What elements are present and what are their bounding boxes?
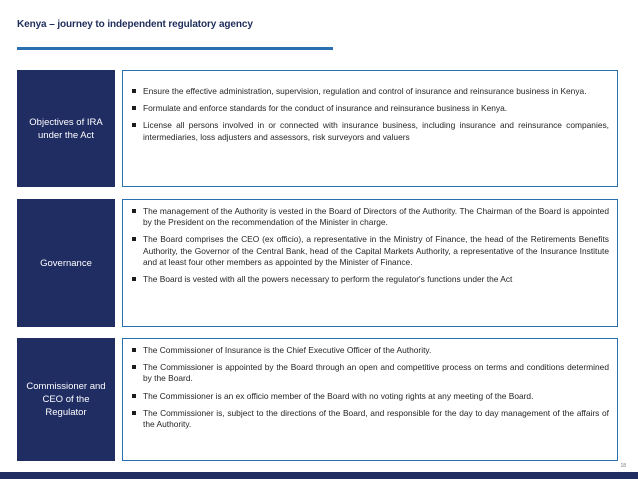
section-label-text: Commissioner and CEO of the Regulator [26,381,106,418]
bullet-icon [132,348,136,352]
page-number: 18 [620,463,626,469]
bullet-icon [132,365,136,369]
list-item: The Board is vested with all the powers necessary to perform the regulator's functions under the Act [131,274,609,285]
section-label-text: Governance [40,257,92,269]
footer-bar [0,472,638,479]
bullet-icon [132,106,136,110]
list-item: The Commissioner is, subject to the directions of the Board, and responsible for the day to day management of the affairs of the Authority. [131,408,609,430]
list-item: Ensure the effective administration, supervision, regulation and control of insurance and reinsurance business in Kenya. [131,86,609,97]
list-item: The Commissioner is appointed by the Board through an open and competitive process on terms and conditions determined by the Board. [131,362,609,384]
bullet-list [131,86,609,143]
section-content-governance [122,199,618,327]
list-item: The management of the Authority is vested in the Board of Directors of the Authority. The Chairman of the Board is appointed by the President on the recommendation of the Minister in charge. [131,206,609,228]
bullet-icon [132,411,136,415]
bullet-icon [132,237,136,241]
section-content-commissioner [122,338,618,461]
section-label-text: Objectives of IRA under the Act [29,116,103,141]
list-item: Formulate and enforce standards for the conduct of insurance and reinsurance business in Kenya. [131,103,609,114]
bullet-icon [132,394,136,398]
bullet-icon [132,277,136,281]
list-item: License all persons involved in or connected with insurance business, including insurance and reinsurance companies, intermediaries, loss adjusters and assessors, risk surveyors and valuers [131,120,609,142]
list-item: The Board comprises the CEO (ex officio), a representative in the Ministry of Finance, the head of the Retirements Benefits Authority, the Governor of the Central Bank, head of the Capital Markets Authority, a representative of the Insurance Institute and at least four other members as appointed by the Minister of Finance. [131,234,609,268]
section-label-governance [17,199,115,327]
page-title: Kenya – journey to independent regulatory agency [17,19,253,30]
bullet-icon [132,123,136,127]
bullet-icon [132,89,136,93]
bullet-list [131,345,609,430]
section-label-commissioner [17,338,115,461]
bullet-list [131,206,609,285]
list-item: The Commissioner is an ex officio member of the Board with no voting rights at any meeting of the Board. [131,391,609,402]
section-content-objectives [122,70,618,187]
bullet-icon [132,209,136,213]
title-underline [17,47,333,50]
list-item: The Commissioner of Insurance is the Chief Executive Officer of the Authority. [131,345,609,356]
section-label-objectives [17,70,115,187]
